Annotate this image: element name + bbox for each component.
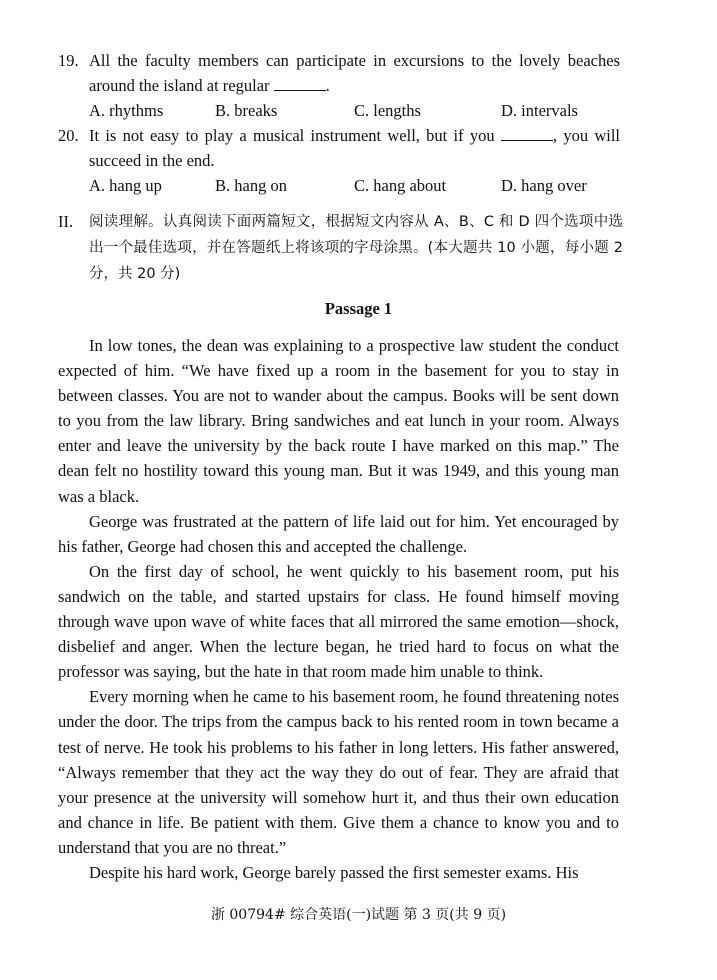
question-number: 20.: [58, 126, 79, 145]
stem-end: .: [325, 76, 330, 95]
question-20: [58, 123, 620, 173]
page-footer: 浙 00794# 综合英语(一)试题 第 3 页(共 9 页): [210, 907, 507, 923]
passage-paragraph: Despite his hard work, George barely passed the first semester exams. His: [89, 862, 579, 882]
question-stem: [89, 48, 620, 98]
question-number: 19.: [58, 51, 79, 70]
passage-title: Passage 1: [324, 299, 393, 318]
question-19-options: [89, 98, 649, 123]
section-instructions-text: 阅读理解。认真阅读下面两篇短文，根据短文内容从 A、B、C 和 D 四个选项中选出一个最佳选项，并在答题纸上将该项的字母涂黑。(本大题共 10 小题，每小题 2 分，共 20 分): [89, 214, 623, 282]
stem-text: It is not easy to play a musical instrument well, but if you: [89, 126, 495, 145]
option-b: B. breaks: [215, 101, 278, 120]
question-stem: [89, 123, 620, 173]
option-a: A. rhythms: [89, 101, 164, 120]
option-b: B. hang on: [215, 176, 287, 195]
section-number: II.: [58, 212, 74, 231]
answer-blank: [501, 123, 553, 141]
question-20-options: [89, 173, 649, 198]
stem-end: , you will succeed in the end.: [89, 126, 621, 170]
passage-paragraph: Every morning when he came to his basement room, he found threatening notes under the door. The trips from the campus back to his rented room in town became a test of nerve. He took his problems to his father in long letters. His father answered, “Always remember that they act the way they do out of fear. They are afraid that your presence at the university will somehow hurt it, and thus their own education and chance in life. Be patient with them. Give them a chance to know you and to understand that you are no threat.”: [58, 687, 619, 857]
passage-paragraph: George was frustrated at the pattern of life laid out for him. Yet encouraged by his father, George had chosen this and accepted the challenge.: [58, 511, 619, 556]
passage-body: [58, 333, 619, 885]
option-d: D. intervals: [501, 101, 578, 120]
answer-blank: [274, 73, 326, 91]
stem-text: All the faculty members can participate in excursions to the lovely beaches around the island at regular: [89, 51, 620, 95]
section-instructions: [58, 209, 623, 287]
passage-paragraph: In low tones, the dean was explaining to a prospective law student the conduct expected of him. “We have fixed up a room in the basement for you to stay in between classes. You are not to wander about the campus. Books will be sent down to you from the law library. Bring sandwiches and eat lunch in your room. Always enter and leave the university by the back route I have marked on this map.” The dean felt no hostility toward this young man. But it was 1949, and this young man was a black.: [58, 336, 619, 506]
question-19: [58, 48, 620, 98]
option-c: C. lengths: [354, 101, 421, 120]
option-c: C. hang about: [354, 176, 447, 195]
option-a: A. hang up: [89, 176, 162, 195]
option-d: D. hang over: [501, 176, 587, 195]
passage-paragraph: On the first day of school, he went quickly to his basement room, put his sandwich on the table, and started upstairs for class. He found himself moving through wave upon wave of white faces that all mirrored the same emotion—shock, disbelief and anger. When the lecture began, he tried hard to focus on what the professor was saying, but the hate in that room made him unable to think.: [58, 561, 619, 682]
